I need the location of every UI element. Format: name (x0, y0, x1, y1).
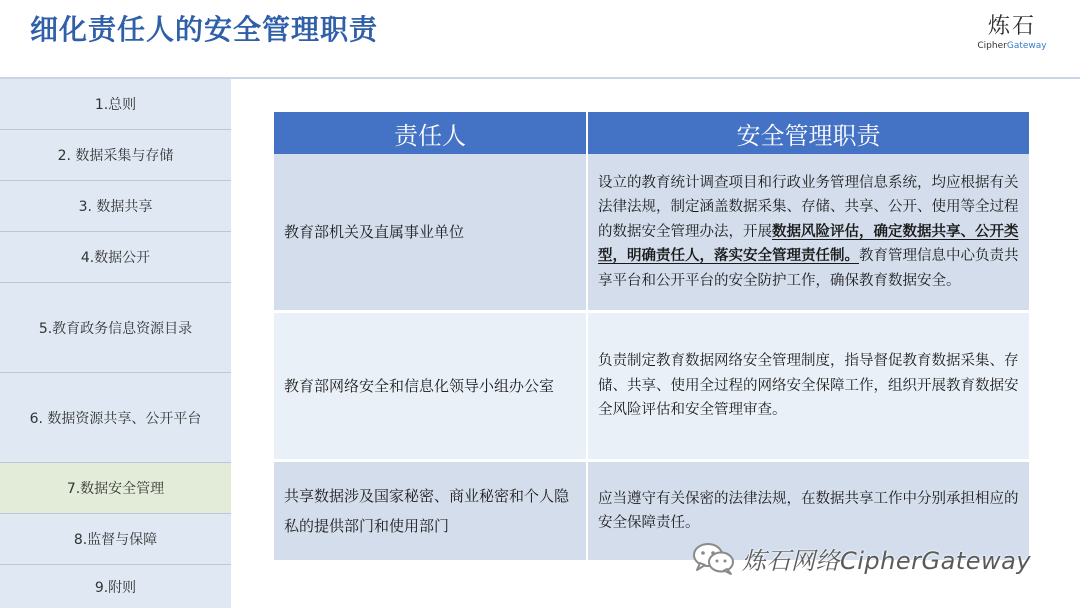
duty-paragraph (598, 171, 1021, 294)
sidebar-item-label: 5.教育政务信息资源目录 (38, 320, 193, 337)
duty-text-tail: 教育管理信息中心负责共享平台和公开平台的安全防护工作，确保教育数据安全。 (598, 248, 1019, 289)
sidebar-item-label: 2. 数据采集与存储 (57, 148, 174, 164)
duty-text: 负责制定教育数据网络安全管理制度，指导督促教育数据采集、存储、共享、使用全过程的网络安全保障工作，组织开展教育数据安全风险评估和安全管理审查。 (598, 353, 1019, 419)
sidebar-item-label: 7.数据安全管理 (66, 481, 165, 497)
logo-en-prefix: Cipher (977, 41, 1007, 51)
logo-english-text (972, 40, 1052, 52)
wechat-icon (692, 540, 736, 576)
duty-highlight-text: 数据风险评估，确定数据共享、公开类型，明确责任人，落实安全管理责任制。 (598, 223, 1019, 265)
logo-en-suffix: Gateway (1006, 41, 1047, 51)
table-header (274, 112, 1029, 154)
party-cell (274, 154, 586, 310)
sidebar-item-label: 3. 数据共享 (78, 199, 153, 215)
sidebar-item-data-sharing[interactable] (0, 181, 231, 232)
table-row (274, 313, 1029, 459)
sidebar-item-collection-storage[interactable] (0, 130, 231, 181)
sidebar-item-supervision[interactable] (0, 514, 231, 565)
column-header-party: 责任人 (394, 121, 466, 150)
brand-logo (972, 14, 1052, 52)
sidebar-item-label: 1.总则 (94, 97, 137, 113)
page-title: 细化责任人的安全管理职责 (30, 13, 379, 46)
sidebar-item-label: 9.附则 (94, 579, 137, 596)
duty-text: 应当遵守有关保密的法律法规，在数据共享工作中分别承担相应的安全保障责任。 (598, 490, 1019, 531)
party-text: 教育部机关及直属事业单位 (284, 223, 465, 241)
sidebar-item-security-management[interactable] (0, 463, 231, 514)
party-cell (274, 462, 586, 560)
watermark (692, 540, 1031, 576)
sidebar-item-label: 8.监督与保障 (73, 532, 158, 548)
duty-cell (588, 154, 1029, 310)
sidebar-item-sharing-platform[interactable] (0, 373, 231, 463)
watermark-text: 炼石网络CipherGateway (742, 546, 1032, 575)
sidebar-item-general[interactable] (0, 79, 231, 130)
column-header-duty: 安全管理职责 (736, 121, 881, 150)
header (0, 0, 1080, 78)
party-cell (274, 313, 586, 459)
sidebar-item-label: 4.数据公开 (80, 250, 151, 266)
party-text: 共享数据涉及国家秘密、商业秘密和个人隐私的提供部门和使用部门 (284, 487, 570, 535)
sidebar-item-label: 6. 数据资源共享、公开平台 (29, 410, 202, 427)
party-text: 教育部网络安全和信息化领导小组办公室 (284, 377, 555, 395)
sidebar-item-resource-catalog[interactable] (0, 283, 231, 373)
table-row (274, 154, 1029, 310)
duty-text: 设立的教育统计调查项目和行政业务管理信息系统，均应根据有关法律法规，制定涵盖数据采集、存储、共享、公开、使用等全过程的数据安全管理办法，开展 (598, 174, 1019, 240)
sidebar-item-data-disclosure[interactable] (0, 232, 231, 283)
duty-cell (588, 313, 1029, 459)
sidebar-nav (0, 79, 231, 608)
sidebar-item-appendix[interactable] (0, 565, 231, 608)
logo-chinese-text: 炼石 (987, 14, 1036, 39)
